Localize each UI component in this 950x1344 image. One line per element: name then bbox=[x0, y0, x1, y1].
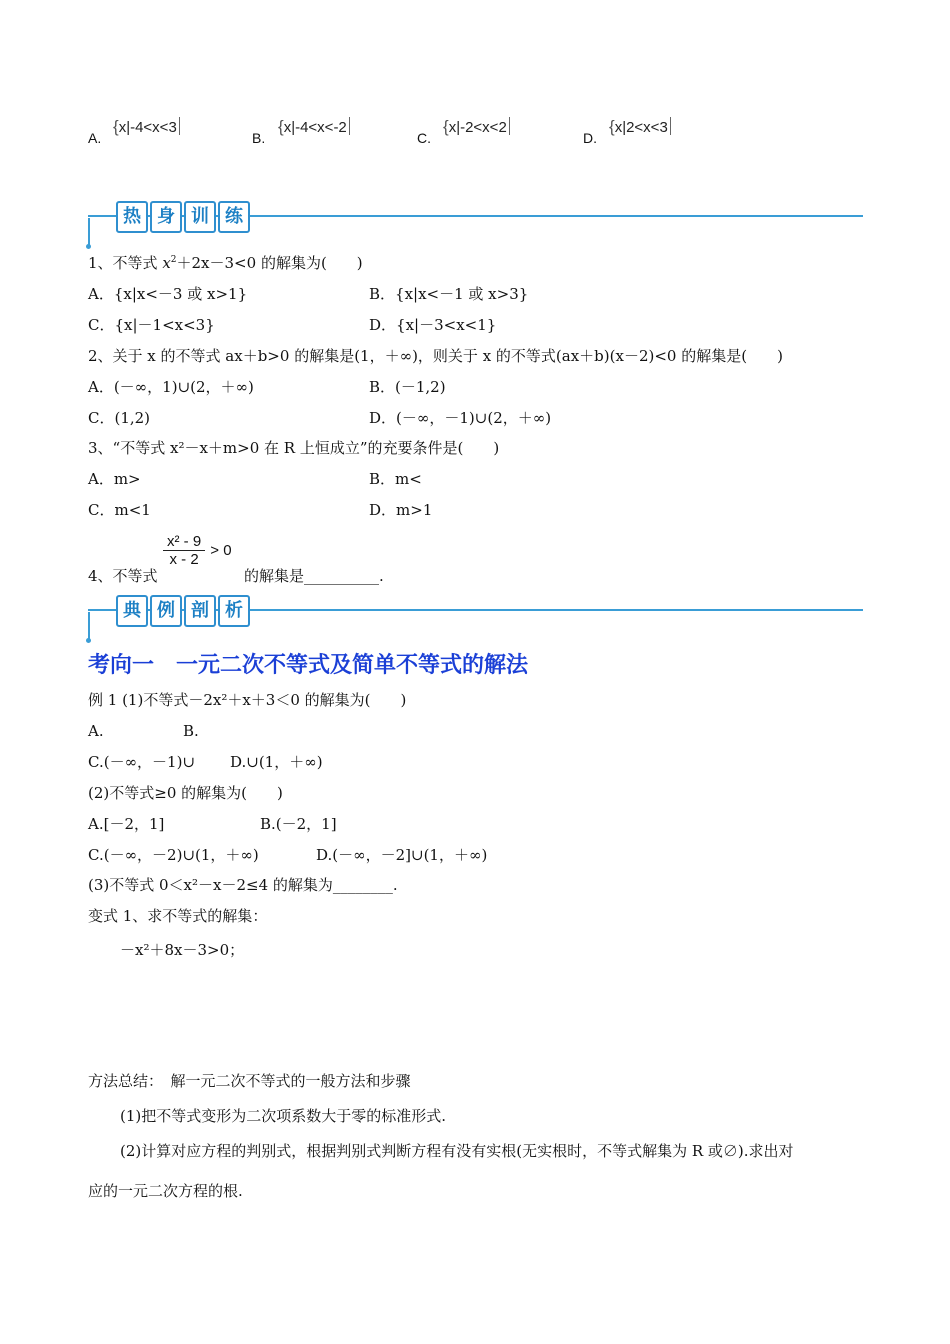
option-label: D. bbox=[583, 130, 597, 146]
banner-char: 身 bbox=[150, 201, 182, 233]
banner-char: 析 bbox=[218, 595, 250, 627]
q1-option-b: B．{x|x<－1 或 x>3} bbox=[369, 285, 529, 303]
banner-examples bbox=[116, 595, 252, 627]
q3-option-a: A．m> bbox=[88, 470, 141, 488]
example-option-c: C.(－∞，－1)∪ bbox=[88, 753, 196, 771]
example-option-d: D.∪(1，＋∞) bbox=[230, 753, 323, 771]
top-option-b bbox=[252, 128, 265, 147]
q4-fraction bbox=[163, 533, 232, 568]
set-expression: x|2<x<3 bbox=[614, 119, 668, 136]
example-part-3: (3)不等式 0＜x²－x－2≤4 的解集为________. bbox=[88, 876, 398, 894]
banner-char: 热 bbox=[116, 201, 148, 233]
q2-option-b: B．(－1,2) bbox=[369, 378, 446, 396]
banner-char: 练 bbox=[218, 201, 250, 233]
example-2-option-c: C.(－∞，－2)∪(1，＋∞) bbox=[88, 846, 259, 864]
variant-1-expr: －x²＋8x－3>0； bbox=[120, 941, 245, 959]
example-2-option-b: B.(－2，1] bbox=[260, 815, 337, 833]
banner-char: 例 bbox=[150, 595, 182, 627]
top-option-b-expr: {x|-4<x<-2 bbox=[278, 117, 352, 137]
top-option-c bbox=[417, 128, 431, 147]
q1-option-d: D．{x|－3<x<1} bbox=[369, 316, 497, 334]
q2-stem: 2、关于 x 的不等式 ax＋b>0 的解集是(1，＋∞)，则关于 x 的不等式(ax＋b)(x－2)<0 的解集是( ) bbox=[88, 347, 783, 365]
q1-option-a: A．{x|x<－3 或 x>1} bbox=[88, 285, 248, 303]
q4-pre: 4、不等式 bbox=[88, 567, 158, 585]
option-label: A. bbox=[88, 130, 102, 146]
banner-rule-tick bbox=[88, 218, 90, 246]
top-option-d-expr: {x|2<x<3 bbox=[609, 117, 673, 137]
q1-stem-pre: 1、不等式 bbox=[88, 254, 163, 272]
option-label: C. bbox=[417, 130, 431, 146]
q3-option-d: D．m>1 bbox=[369, 501, 433, 519]
q3-stem: 3、“不等式 x²－x＋m>0 在 R 上恒成立”的充要条件是( ) bbox=[88, 439, 500, 457]
top-option-a-expr: {x|-4<x<3 bbox=[113, 117, 182, 137]
banner-char: 剖 bbox=[184, 595, 216, 627]
fraction-denominator: x - 2 bbox=[169, 551, 199, 568]
q1-option-c: C．{x|－1<x<3} bbox=[88, 316, 215, 334]
method-step-1: (1)把不等式变形为二次项系数大于零的标准形式. bbox=[120, 1107, 447, 1125]
q1-stem-post: ＋2x－3<0 的解集为( ) bbox=[176, 254, 363, 272]
method-title: 方法总结： 解一元二次不等式的一般方法和步骤 bbox=[88, 1072, 411, 1090]
banner-dot bbox=[86, 638, 91, 643]
method-step-2: (2)计算对应方程的判别式，根据判别式判断方程有没有实根(无实根时，不等式解集为 R 或∅).求出对 bbox=[120, 1142, 794, 1160]
q1-stem: 1、不等式 $x^2+2x-3<0$ 的解集为( ) bbox=[88, 254, 363, 272]
option-label: B. bbox=[252, 130, 266, 146]
example-line-1: 例 1 (1)不等式－2x²＋x＋3＜0 的解集为( ) bbox=[88, 691, 407, 709]
q2-option-a: A．(－∞，1)∪(2，＋∞) bbox=[88, 378, 254, 396]
top-option-c-expr: {x|-2<x<2 bbox=[443, 117, 512, 137]
method-step-2-cont: 应的一元二次方程的根. bbox=[88, 1182, 243, 1200]
banner-dot bbox=[86, 244, 91, 249]
q4-post: 的解集是__________. bbox=[244, 567, 384, 585]
fraction-relation: > 0 bbox=[210, 542, 232, 559]
set-expression: x|-4<x<3 bbox=[118, 119, 177, 136]
variant-1-title: 变式 1、求不等式的解集： bbox=[88, 907, 268, 925]
example-part-2: (2)不等式≥0 的解集为( ) bbox=[88, 784, 283, 802]
example-option-a: A. bbox=[88, 722, 104, 740]
example-option-b: B. bbox=[183, 722, 199, 740]
banner-warmup bbox=[116, 201, 252, 233]
top-option-a bbox=[88, 128, 101, 147]
example-2-option-d: D.(－∞，－2]∪(1，＋∞) bbox=[316, 846, 488, 864]
banner-char: 典 bbox=[116, 595, 148, 627]
q2-option-d: D．(－∞，－1)∪(2，＋∞) bbox=[369, 409, 552, 427]
banner-char: 训 bbox=[184, 201, 216, 233]
q3-option-c: C．m<1 bbox=[88, 501, 151, 519]
banner-rule-tick bbox=[88, 612, 90, 640]
top-option-d bbox=[583, 128, 597, 147]
fraction-numerator: x² - 9 bbox=[163, 533, 205, 551]
q2-option-c: C．(1,2) bbox=[88, 409, 151, 427]
set-expression: x|-4<x<-2 bbox=[283, 119, 347, 136]
example-2-option-a: A.[－2，1] bbox=[88, 815, 165, 833]
q3-option-b: B．m< bbox=[369, 470, 422, 488]
section-heading: 考向一 一元二次不等式及简单不等式的解法 bbox=[88, 653, 529, 678]
set-expression: x|-2<x<2 bbox=[448, 119, 507, 136]
